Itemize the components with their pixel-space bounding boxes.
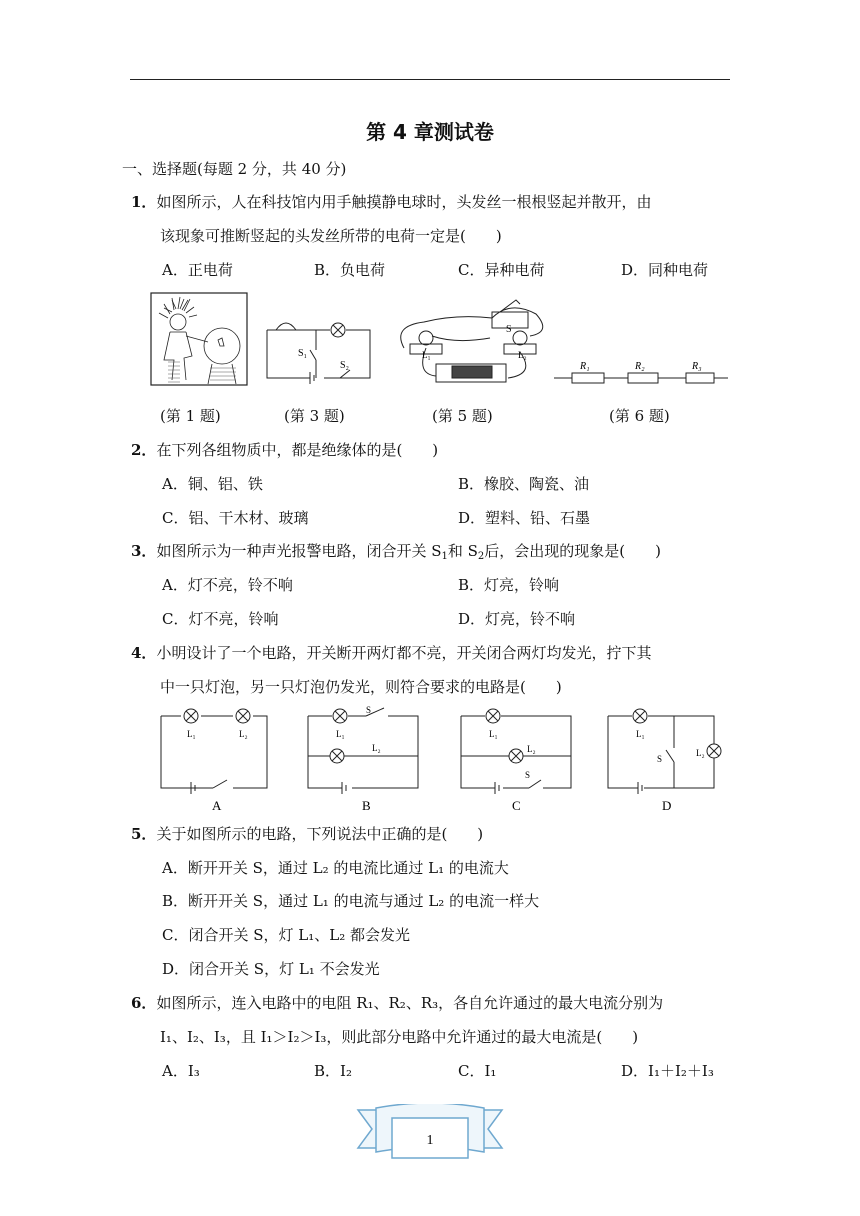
figure-5-physical-circuit — [396, 296, 548, 388]
caption-fig6: (第 6 题) — [609, 407, 670, 425]
q5-option-a: A．断开开关 S，通过 L₂ 的电流比通过 L₁ 的电流大 — [162, 859, 509, 877]
header-rule — [130, 79, 730, 80]
question-3 — [131, 540, 661, 562]
q6-option-c: C．I₁ — [458, 1062, 497, 1080]
q5-option-d: D．闭合开关 S，灯 L₁ 不会发光 — [162, 960, 380, 978]
q3-option-a: A．灯不亮，铃不响 — [162, 576, 293, 594]
question-4-line2: 中一只灯泡，另一只灯泡仍发光，则符合要求的电路是( ) — [160, 678, 562, 696]
label-r1: R₁ — [580, 361, 590, 372]
subscript: 2 — [477, 551, 485, 562]
question-number: 6． — [131, 994, 157, 1012]
label-r2: R₂ — [635, 361, 645, 372]
q4-circuit-b — [302, 704, 426, 816]
q1-option-a: A．正电荷 — [162, 261, 233, 279]
label-s1: S₁ — [298, 348, 308, 359]
label-s: S — [366, 705, 372, 715]
label-s2: S₂ — [340, 360, 350, 371]
label-l1: L₁ — [489, 729, 498, 739]
question-number: 3． — [131, 542, 157, 560]
q1-option-c: C．异种电荷 — [458, 261, 545, 279]
question-text: 和 S — [447, 542, 478, 560]
question-number: 4． — [131, 644, 157, 662]
question-number: 2． — [131, 441, 157, 459]
label-l1: L₁ — [336, 729, 345, 739]
q3-option-c: C．灯不亮，铃响 — [162, 610, 279, 628]
section-heading: 一、选择题(每题 2 分，共 40 分) — [122, 160, 347, 178]
question-6-line2: I₁、I₂、I₃，且 I₁＞I₂＞I₃，则此部分电路中允许通过的最大电流是( ) — [160, 1028, 639, 1046]
figure-1-static-ball — [150, 292, 248, 386]
caption-fig5: (第 5 题) — [432, 407, 493, 425]
label-s: S — [657, 754, 663, 764]
label-l2: L₂ — [696, 748, 705, 758]
label-r3: R₃ — [692, 361, 702, 372]
question-text: 如图所示，人在科技馆内用手触摸静电球时，头发丝一根根竖起并散开，由 — [156, 193, 652, 211]
caption-fig3: (第 3 题) — [284, 407, 345, 425]
label-l2: L₂ — [372, 743, 381, 753]
option-label-d: D — [662, 798, 672, 813]
question-6 — [131, 992, 663, 1013]
label-s: S — [525, 770, 531, 780]
q2-option-a: A．铜、铝、铁 — [162, 475, 263, 493]
q2-option-c: C．铝、干木材、玻璃 — [162, 509, 309, 527]
label-l2: L₂ — [527, 744, 536, 754]
q2-option-d: D．塑料、铅、石墨 — [458, 509, 591, 527]
question-text: 关于如图所示的电路，下列说法中正确的是( ) — [156, 825, 484, 843]
option-label-b: B — [362, 798, 371, 813]
label-l2-fig5: L₂ — [518, 350, 527, 360]
question-number: 5． — [131, 825, 157, 843]
q4-circuit-d — [602, 704, 726, 816]
page-number: 1 — [426, 1133, 434, 1148]
option-label-c: C — [512, 798, 521, 813]
question-5 — [131, 823, 483, 844]
question-text: 如图所示为一种声光报警电路，闭合开关 S — [156, 542, 442, 560]
figure-3-alarm-circuit — [262, 314, 374, 386]
label-l1: L₁ — [636, 729, 645, 739]
question-4 — [131, 642, 651, 663]
q6-option-d: D．I₁＋I₂＋I₃ — [621, 1062, 714, 1080]
question-1-line2: 该现象可推断竖起的头发丝所带的电荷一定是( ) — [160, 227, 502, 245]
label-l2: L₂ — [239, 729, 248, 739]
q6-option-b: B．I₂ — [314, 1062, 352, 1080]
question-text: 小明设计了一个电路，开关断开两灯都不亮，开关闭合两灯均发光，拧下其 — [156, 644, 652, 662]
subscript: 1 — [441, 551, 448, 562]
label-l1-fig5: L₁ — [422, 350, 431, 360]
q1-option-b: B．负电荷 — [314, 261, 386, 279]
q4-circuit-a — [155, 704, 273, 816]
option-label-a: A — [212, 798, 222, 813]
caption-fig1: (第 1 题) — [160, 407, 221, 425]
page-number-ribbon — [356, 1104, 504, 1164]
question-text: 如图所示，连入电路中的电阻 R₁、R₂、R₃，各自允许通过的最大电流分别为 — [156, 994, 664, 1012]
q4-circuit-c — [455, 704, 579, 816]
q2-option-b: B．橡胶、陶瓷、油 — [458, 475, 590, 493]
q3-option-d: D．灯亮，铃不响 — [458, 610, 576, 628]
question-2 — [131, 439, 438, 460]
question-1 — [131, 191, 651, 212]
q5-option-c: C．闭合开关 S，灯 L₁、L₂ 都会发光 — [162, 926, 411, 944]
label-l1: L₁ — [187, 729, 196, 739]
question-text: 后，会出现的现象是( ) — [484, 542, 661, 560]
q6-option-a: A．I₃ — [162, 1062, 200, 1080]
q1-option-d: D．同种电荷 — [621, 261, 709, 279]
label-s-fig5: S — [506, 324, 512, 335]
question-number: 1． — [131, 193, 157, 211]
q5-option-b: B．断开开关 S，通过 L₁ 的电流与通过 L₂ 的电流一样大 — [162, 892, 540, 910]
q3-option-b: B．灯亮，铃响 — [458, 576, 560, 594]
question-text: 在下列各组物质中，都是绝缘体的是( ) — [156, 441, 439, 459]
figure-6-resistors — [552, 356, 728, 386]
page-title: 第 4 章测试卷 — [366, 120, 494, 144]
